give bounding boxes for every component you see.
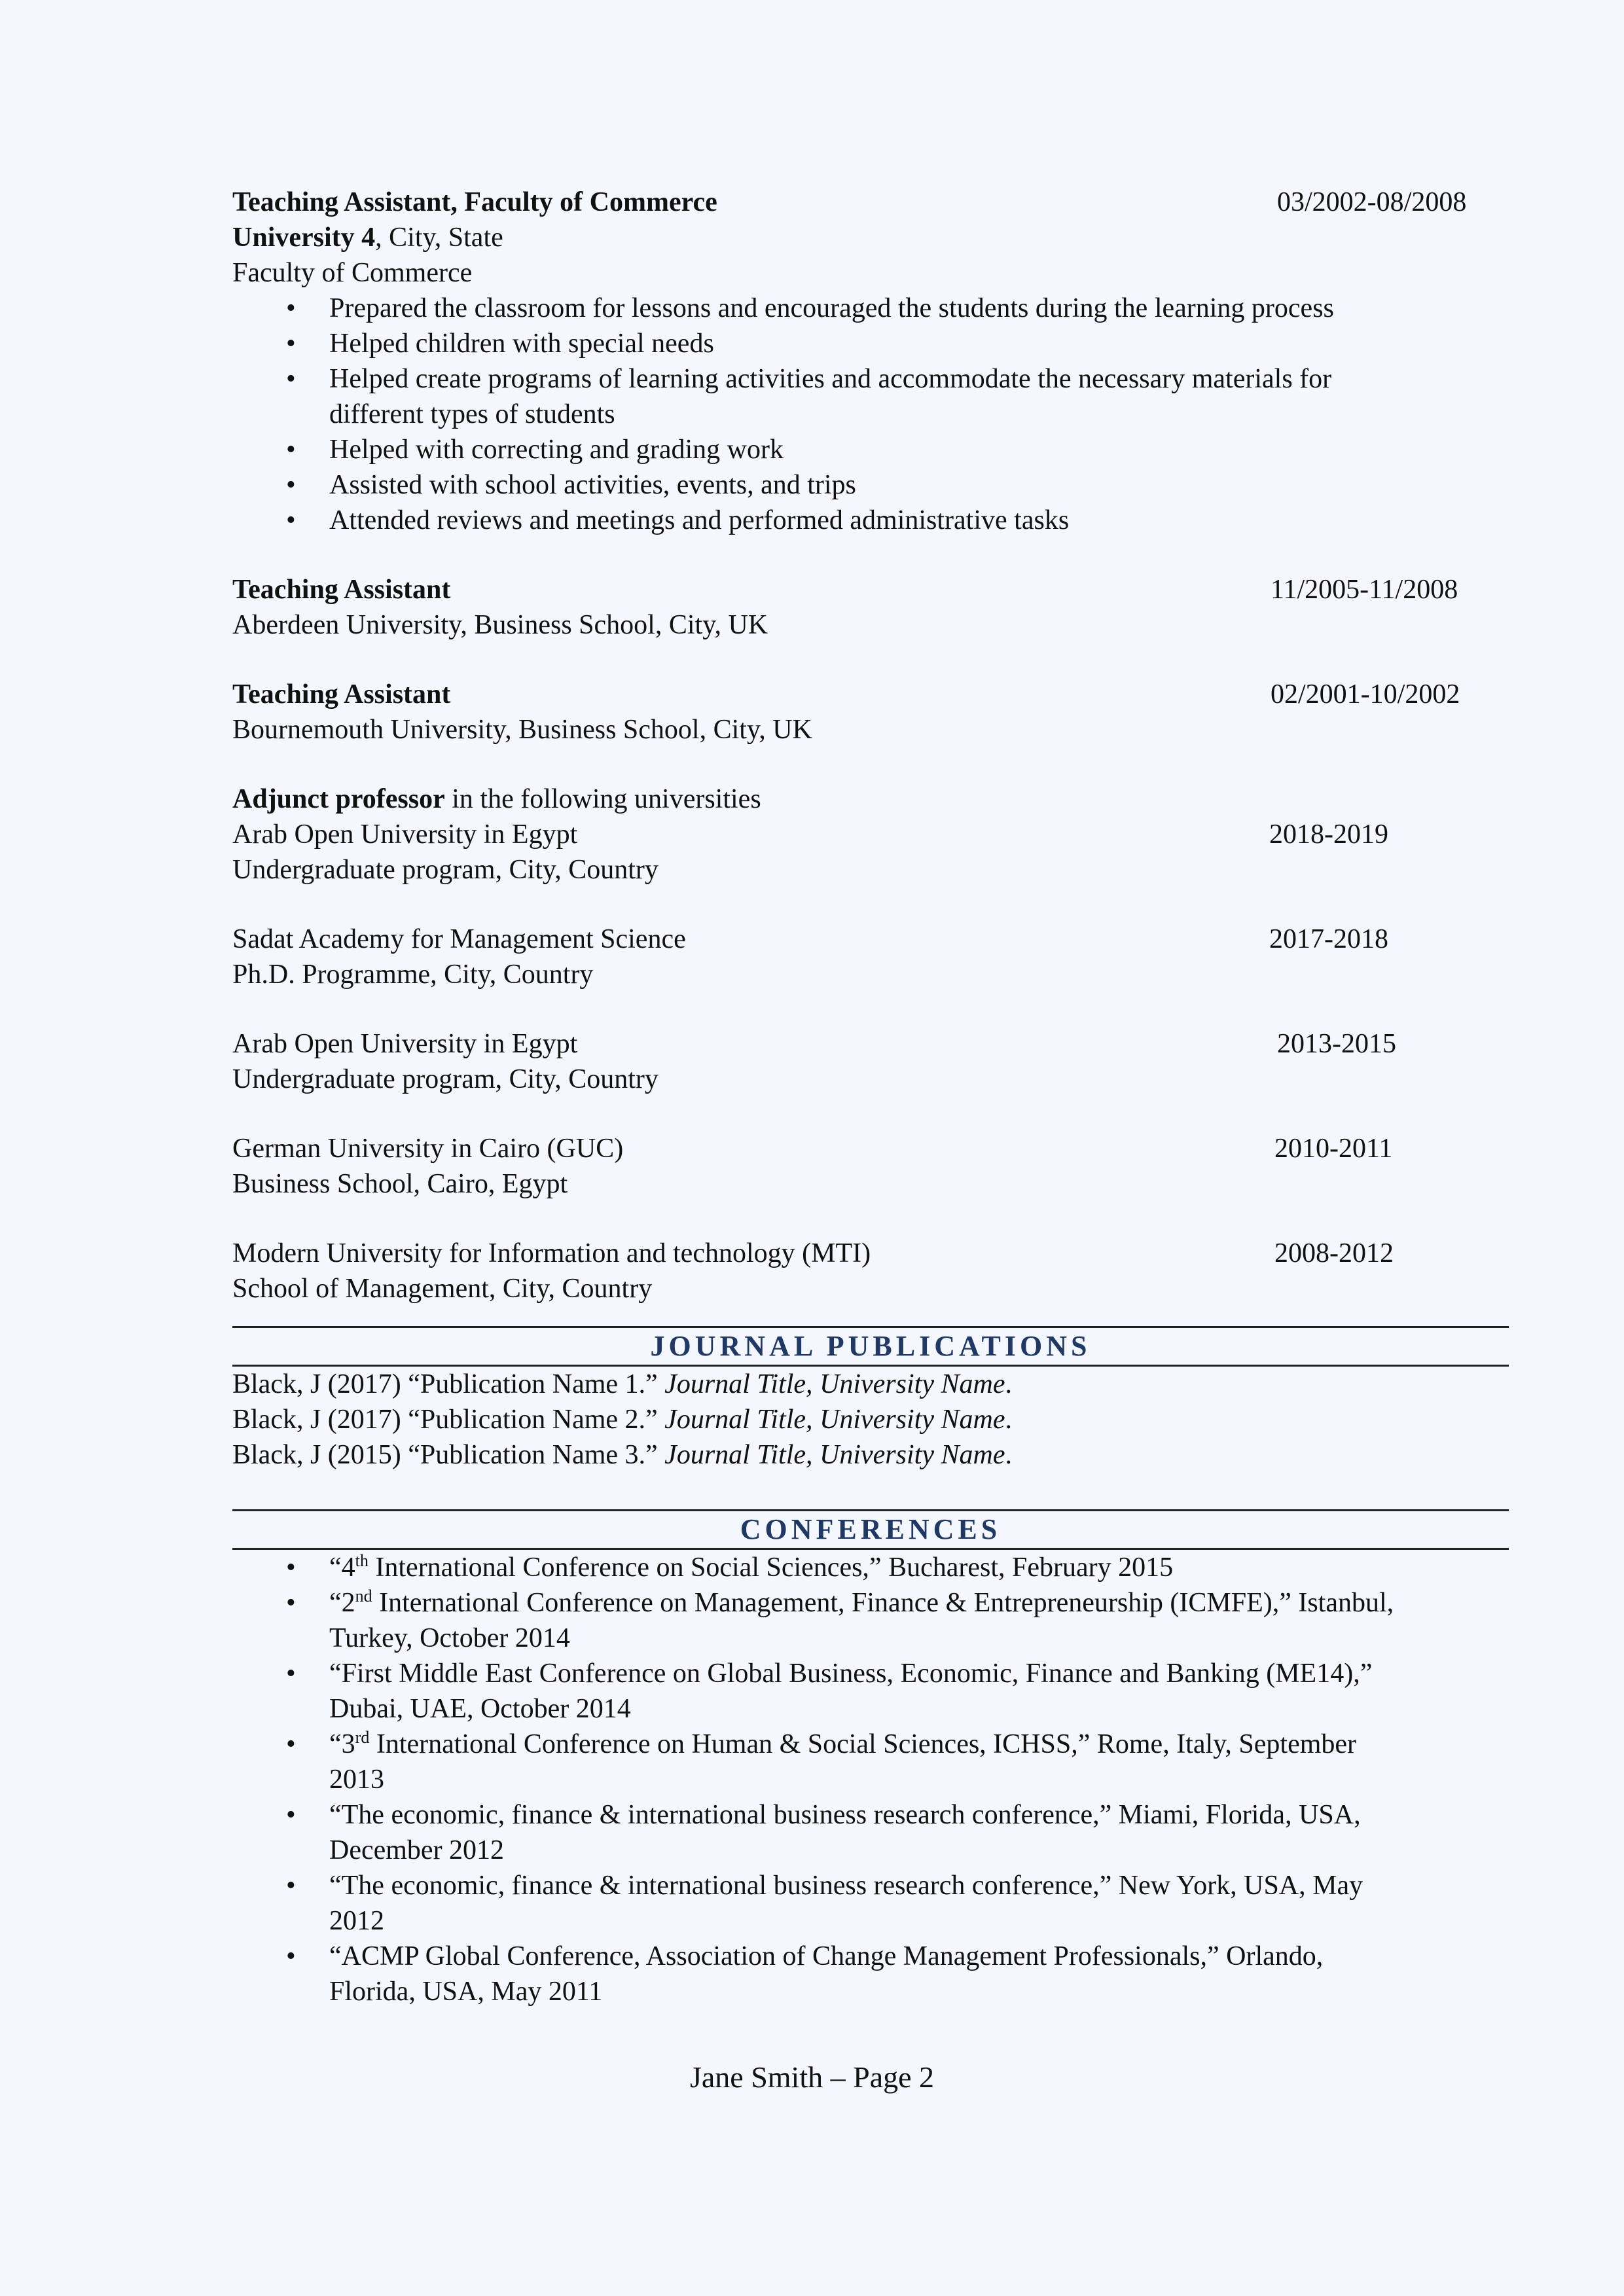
publication-citation: Black, J (2017) “Publication Name 2.”: [232, 1405, 665, 1435]
conf-text: “The economic, finance & international business research conference,” Miami, Florida, USA,: [329, 1800, 1361, 1830]
job-header: [232, 572, 1509, 607]
adjunct-suffix: in the following universities: [444, 784, 761, 814]
adjunct-detail: Business School, Cairo, Egypt: [232, 1169, 568, 1199]
publication-journal: Journal Title, University Name: [664, 1369, 1005, 1399]
adjunct-title: Adjunct professor: [232, 784, 445, 814]
publication-journal: Journal Title, University Name: [664, 1405, 1005, 1435]
job-title: Teaching Assistant: [232, 575, 451, 605]
conf-ordinal: nd: [355, 1587, 372, 1605]
conf-text: “2: [329, 1588, 355, 1618]
conf-text-cont: Florida, USA, May 2011: [329, 1977, 603, 2007]
adjunct-entry: [232, 1131, 1509, 1166]
publication-journal: Journal Title, University Name: [664, 1440, 1005, 1470]
conf-text: “3: [329, 1729, 355, 1759]
adjunct-university: Sadat Academy for Management Science: [232, 924, 686, 954]
adjunct-dates: 2017-2018: [1269, 924, 1388, 954]
adjunct-detail: School of Management, City, Country: [232, 1274, 653, 1304]
conf-text-cont: 2012: [329, 1906, 384, 1936]
list-item: [232, 1868, 1509, 1939]
job-institution: Aberdeen University, Business School, City, UK: [232, 610, 768, 640]
conf-text-cont: Dubai, UAE, October 2014: [329, 1694, 631, 1724]
conf-text-cont: 2013: [329, 1765, 384, 1795]
conf-text: “First Middle East Conference on Global Business, Economic, Finance and Banking (ME14),”: [329, 1659, 1373, 1689]
publication-item: [232, 1367, 1509, 1402]
adjunct-header: [232, 781, 1509, 817]
list-item: • Attended reviews and meetings and performed administrative tasks: [232, 503, 1509, 538]
job-institution: Bournemouth University, Business School, City, UK: [232, 715, 812, 745]
conference-list: [232, 1550, 1509, 2009]
publication-end: .: [1005, 1369, 1012, 1399]
adjunct-dates: 2018-2019: [1269, 819, 1388, 850]
university-name: University 4: [232, 223, 376, 253]
job-institution: [232, 220, 1509, 255]
list-item: [232, 1656, 1509, 1727]
list-item: [232, 1585, 1509, 1656]
adjunct-entry: [232, 1236, 1509, 1271]
list-item-text: Helped create programs of learning activities and accommodate the necessary materials for: [329, 364, 1332, 394]
conf-text: “The economic, finance & international business research conference,” New York, USA, May: [329, 1871, 1363, 1901]
job-title: Teaching Assistant: [232, 679, 451, 709]
job-department: Faculty of Commerce: [232, 258, 473, 288]
list-item: • Helped with correcting and grading work: [232, 432, 1509, 467]
list-item: [232, 1797, 1509, 1868]
section-heading-publications: JOURNAL PUBLICATIONS: [232, 1326, 1509, 1367]
university-location: , City, State: [375, 223, 503, 253]
adjunct-university: German University in Cairo (GUC): [232, 1134, 624, 1164]
list-item: [232, 1550, 1509, 1585]
job-dates: 03/2002-08/2008: [1277, 187, 1467, 217]
conf-text: “ACMP Global Conference, Association of Change Management Professionals,” Orlando,: [329, 1941, 1324, 1971]
publication-end: .: [1005, 1440, 1012, 1470]
list-item: [232, 361, 1509, 432]
adjunct-detail: Ph.D. Programme, City, Country: [232, 960, 594, 990]
job-dates: 11/2005-11/2008: [1271, 575, 1458, 605]
list-item: • Prepared the classroom for lessons and encouraged the students during the learning process: [232, 291, 1509, 326]
publication-citation: Black, J (2017) “Publication Name 1.”: [232, 1369, 665, 1399]
page-footer: Jane Smith – Page 2: [689, 2060, 935, 2094]
adjunct-entry: [232, 1026, 1509, 1062]
adjunct-entry: [232, 817, 1509, 852]
list-item: • Assisted with school activities, events, and trips: [232, 467, 1509, 503]
job-duties: [232, 291, 1509, 538]
job-title: Teaching Assistant, Faculty of Commerce: [232, 187, 717, 217]
conf-text: International Conference on Social Sciences,” Bucharest, February 2015: [368, 1552, 1174, 1583]
resume-content: [232, 185, 1509, 2009]
adjunct-entry: [232, 922, 1509, 957]
publication-citation: Black, J (2015) “Publication Name 3.”: [232, 1440, 665, 1470]
adjunct-university: Arab Open University in Egypt: [232, 819, 578, 850]
adjunct-dates: 2008-2012: [1274, 1238, 1394, 1268]
section-heading-conferences: CONFERENCES: [232, 1509, 1509, 1550]
list-item-text-cont: different types of students: [329, 399, 615, 429]
publication-end: .: [1005, 1405, 1012, 1435]
adjunct-detail: Undergraduate program, City, Country: [232, 855, 659, 885]
adjunct-dates: 2013-2015: [1277, 1029, 1396, 1059]
list-item: • Helped children with special needs: [232, 326, 1509, 361]
job-dates: 02/2001-10/2002: [1271, 679, 1460, 709]
job-header: [232, 677, 1509, 712]
job-header: [232, 185, 1509, 220]
list-item: [232, 1939, 1509, 2009]
list-item: [232, 1727, 1509, 1797]
conf-text: International Conference on Management, Finance & Entrepreneurship (ICMFE),” Istanbul,: [372, 1588, 1394, 1618]
conf-text-cont: December 2012: [329, 1835, 505, 1865]
adjunct-detail: Undergraduate program, City, Country: [232, 1064, 659, 1094]
publication-item: [232, 1402, 1509, 1437]
conf-text: “4: [329, 1552, 355, 1583]
conf-ordinal: th: [355, 1551, 369, 1570]
conf-text-cont: Turkey, October 2014: [329, 1623, 570, 1653]
adjunct-university: Arab Open University in Egypt: [232, 1029, 578, 1059]
conf-ordinal: rd: [355, 1728, 370, 1747]
publication-item: [232, 1437, 1509, 1473]
adjunct-dates: 2010-2011: [1274, 1134, 1393, 1164]
conf-text: International Conference on Human & Social Sciences, ICHSS,” Rome, Italy, September: [369, 1729, 1357, 1759]
adjunct-university: Modern University for Information and technology (MTI): [232, 1238, 871, 1268]
